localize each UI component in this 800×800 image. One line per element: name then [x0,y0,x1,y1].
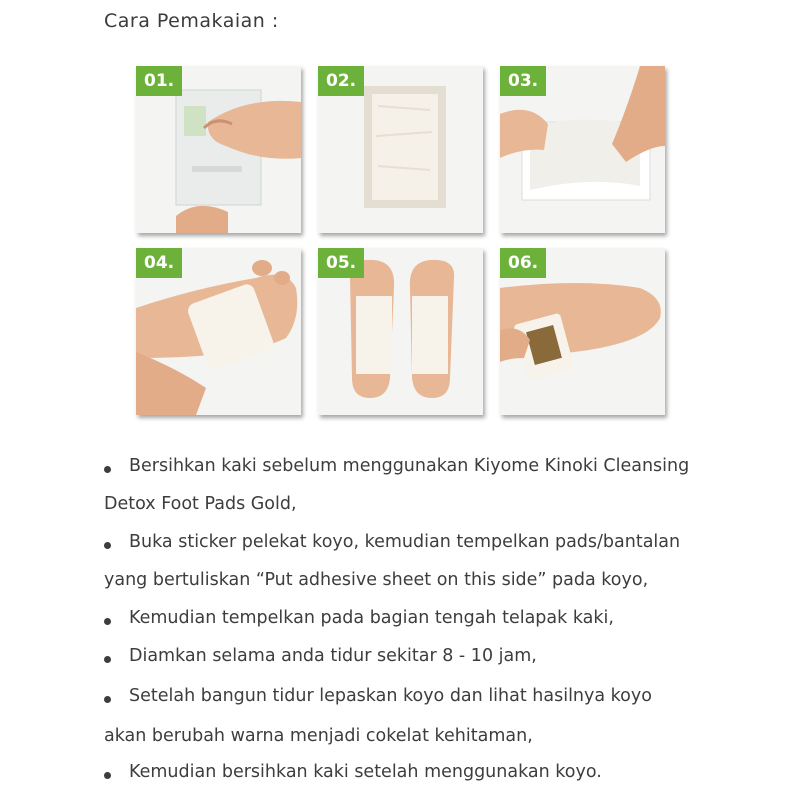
bullet-icon [104,542,111,549]
instruction-image-grid [136,66,666,418]
bullet-icon [104,618,111,625]
step-1-image [136,66,301,233]
step-6-badge: 06. [500,248,546,278]
list-item: Kemudian tempelkan pada bagian tengah telapak kaki, [129,608,614,628]
step-3-image [500,66,665,233]
step-6-image [500,248,665,415]
step-5-image [318,248,483,415]
list-item: Diamkan selama anda tidur sekitar 8 - 10 jam, [129,646,537,666]
bullet-icon [104,696,111,703]
step-1-badge: 01. [136,66,182,96]
step-3-badge: 03. [500,66,546,96]
step-5-badge: 05. [318,248,364,278]
bullet-icon [104,656,111,663]
list-item: Bersihkan kaki sebelum menggunakan Kiyome Kinoki Cleansing [129,456,690,476]
list-item-continuation: yang bertuliskan “Put adhesive sheet on this side” pada koyo, [104,570,649,590]
step-2-image [318,66,483,233]
list-item: Setelah bangun tidur lepaskan koyo dan lihat hasilnya koyo [129,686,652,706]
list-item-continuation: Detox Foot Pads Gold, [104,494,297,514]
list-item: Buka sticker pelekat koyo, kemudian tempelkan pads/bantalan [129,532,681,552]
step-4-badge: 04. [136,248,182,278]
bullet-icon [104,466,111,473]
step-4-image [136,248,301,415]
list-item: Kemudian bersihkan kaki setelah menggunakan koyo. [129,762,602,782]
bullet-icon [104,772,111,779]
page-title: Cara Pemakaian : [104,10,279,32]
step-2-badge: 02. [318,66,364,96]
list-item-continuation: akan berubah warna menjadi cokelat kehitaman, [104,726,533,746]
